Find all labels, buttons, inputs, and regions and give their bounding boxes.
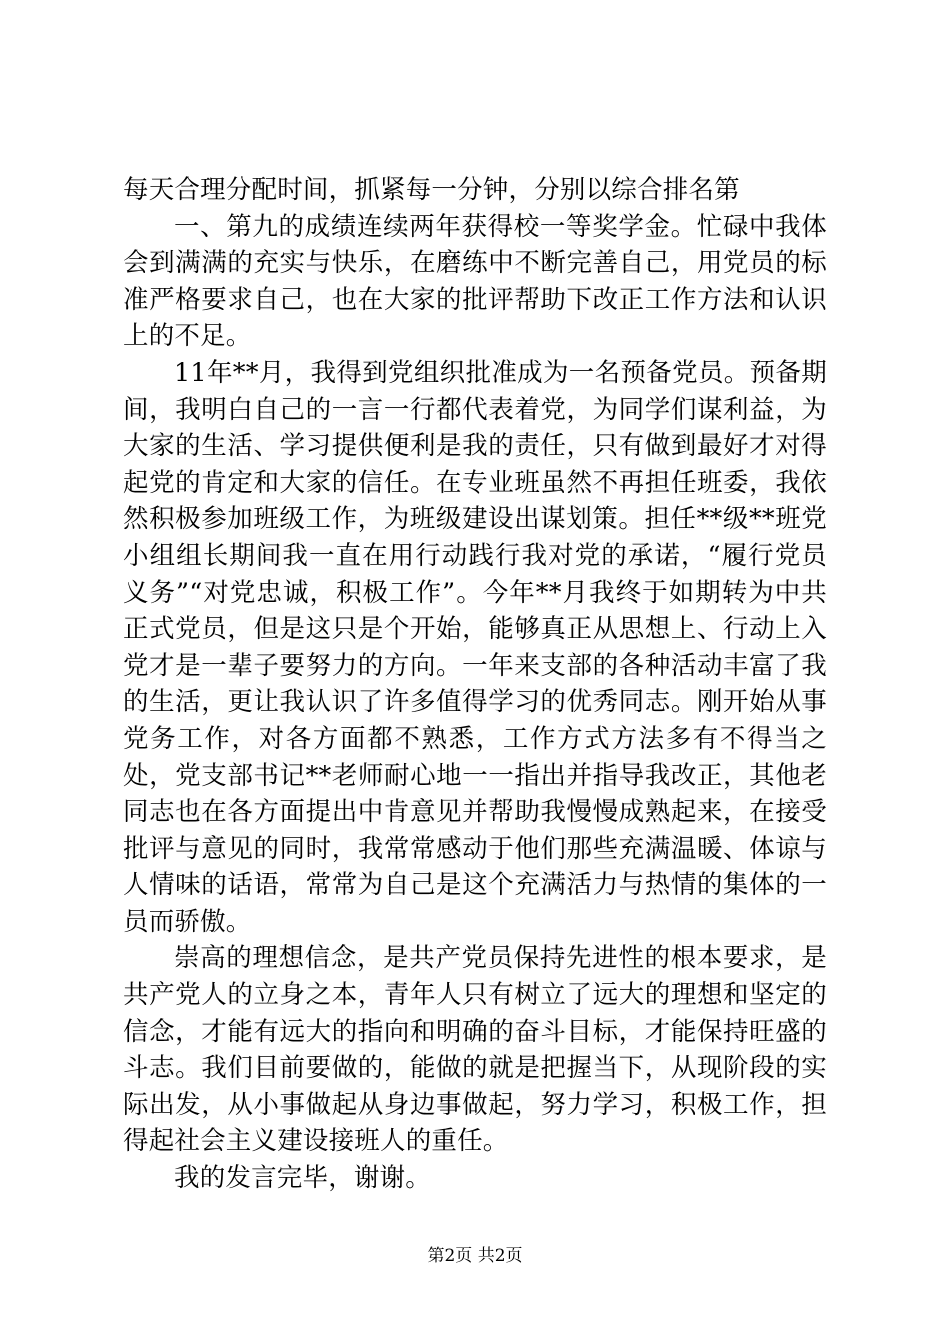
document-body bbox=[123, 172, 827, 1197]
paragraph-2: 一、第九的成绩连续两年获得校一等奖学金。忙碌中我体会到满满的充实与快乐，在磨练中不断完善自己，用党员的标准严格要求自己，也在大家的批评帮助下改正工作方法和认识上的不足。 bbox=[123, 211, 827, 352]
paragraph-3: 11年**月，我得到党组织批准成为一名预备党员。预备期间，我明白自己的一言一行都代表着党，为同学们谋利益，为大家的生活、学习提供便利是我的责任，只有做到最好才对得起党的肯定和大家的信任。在专业班虽然不再担任班委，我依然积极参加班级工作，为班级建设出谋划策。担任**级**班党小组组长期间我一直在用行动践行我对党的承诺，“履行党员义务”“对党忠诚，积极工作”。今年**月我终于如期转为中共正式党员，但是这只是个开始，能够真正从思想上、行动上入党才是一辈子要努力的方向。一年来支部的各种活动丰富了我的生活，更让我认识了许多值得学习的优秀同志。刚开始从事党务工作，对各方面都不熟悉，工作方式方法多有不得当之处，党支部书记**老师耐心地一一指出并指导我改正，其他老同志也在各方面提出中肯意见并帮助我慢慢成熟起来，在接受批评与意见的同时，我常常感动于他们那些充满温暖、体谅与人情味的话语，常常为自己是这个充满活力与热情的集体的一员而骄傲。 bbox=[123, 357, 827, 937]
page-number-footer: 第2页 共2页 bbox=[427, 1246, 523, 1266]
paragraph-4: 崇高的理想信念，是共产党员保持先进性的根本要求，是共产党人的立身之本，青年人只有树立了远大的理想和坚定的信念，才能有远大的指向和明确的奋斗目标，才能保持旺盛的斗志。我们目前要做的，能做的就是把握当下，从现阶段的实际出发，从小事做起从身边事做起，努力学习，积极工作，担得起社会主义建设接班人的重任。 bbox=[123, 943, 827, 1157]
paragraph-5: 我的发言完毕，谢谢。 bbox=[174, 1163, 432, 1194]
paragraph-1: 每天合理分配时间，抓紧每一分钟，分别以综合排名第 bbox=[123, 175, 740, 205]
